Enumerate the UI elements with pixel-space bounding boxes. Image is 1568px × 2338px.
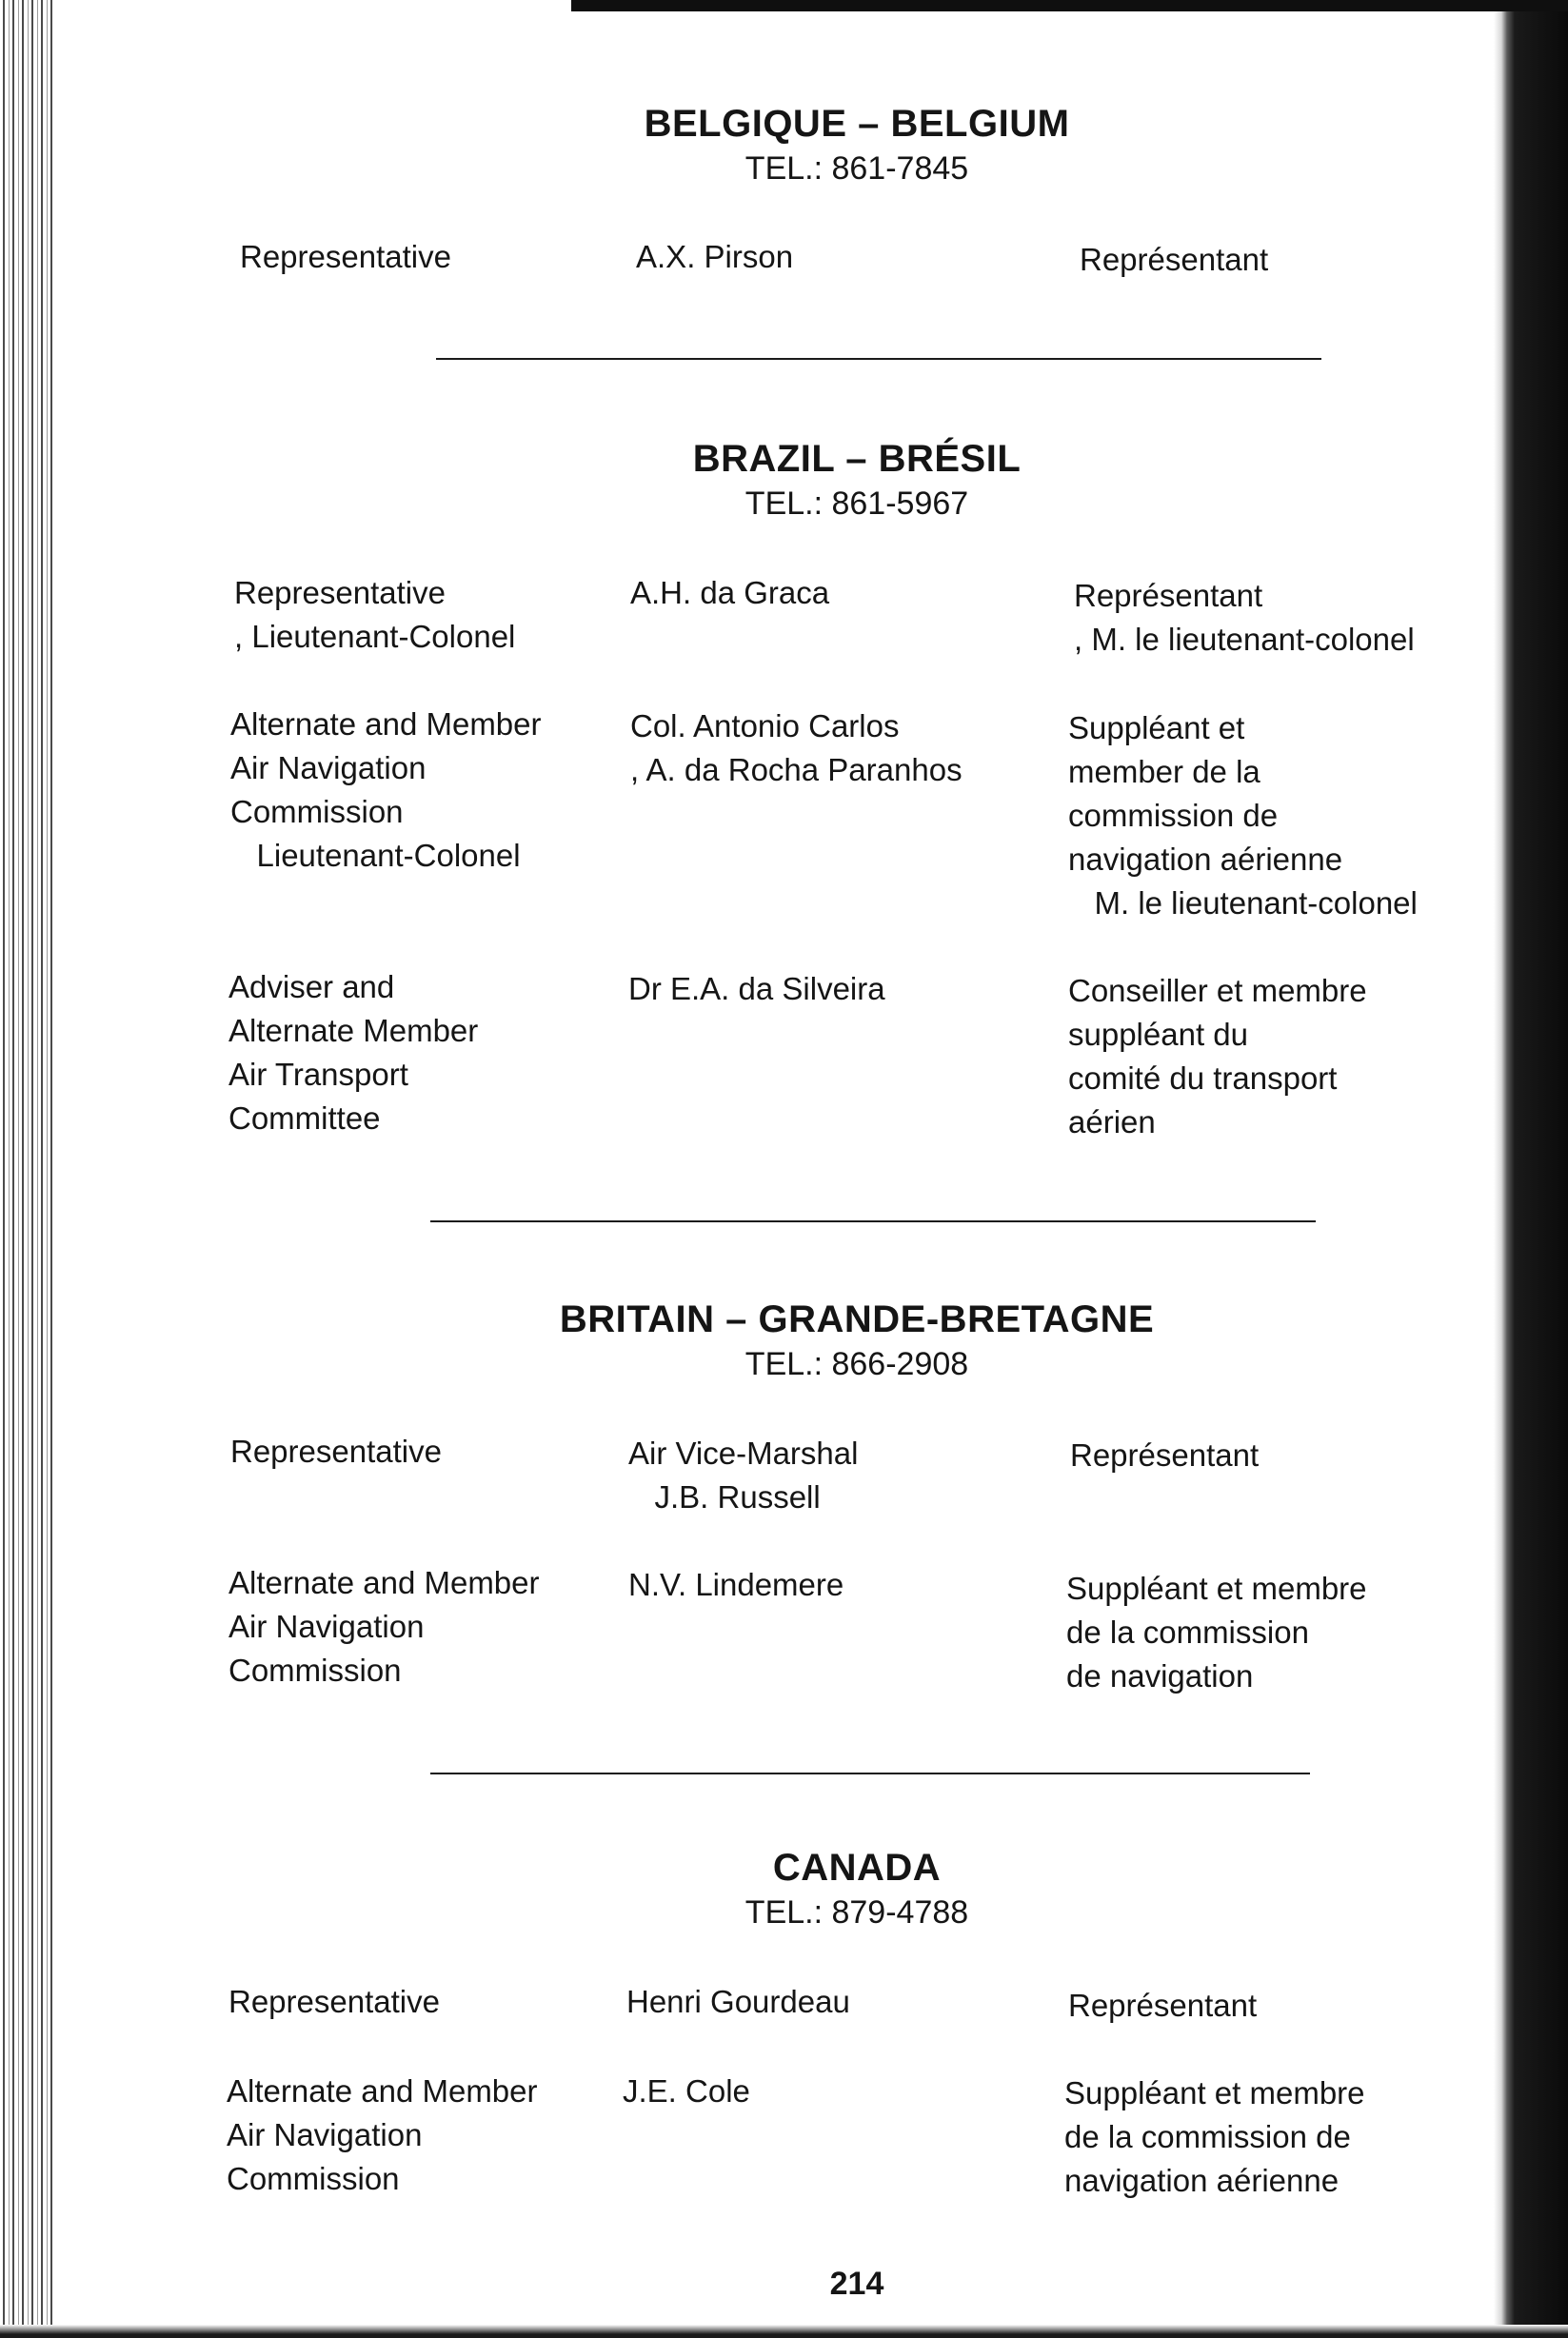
person-name: N.V. Lindemere (628, 1567, 844, 1602)
scan-edge-left (0, 0, 55, 2338)
country-heading: BRITAIN – GRANDE-BRETAGNE (559, 1298, 1155, 1340)
section-divider (430, 1773, 1310, 1774)
role-english: Representative (228, 1984, 440, 2019)
role-french: Représentant (1080, 242, 1269, 277)
telephone: TEL.: 861-5967 (744, 485, 969, 522)
role-english: Representative (240, 239, 451, 274)
section-divider (436, 358, 1321, 360)
role-french: Représentant (1070, 1437, 1260, 1473)
role-english: Representative , Lieutenant-Colonel (234, 575, 516, 654)
telephone: TEL.: 861-7845 (744, 150, 969, 187)
telephone: TEL.: 866-2908 (744, 1346, 969, 1382)
role-french: Suppléant et membre de la commission de navigation (1066, 1571, 1367, 1694)
role-english: Representative (230, 1434, 442, 1469)
scan-edge-right (1494, 0, 1568, 2338)
country-heading: BELGIQUE – BELGIUM (644, 103, 1070, 145)
country-heading: BRAZIL – BRÉSIL (692, 438, 1022, 480)
person-name: A.X. Pirson (636, 239, 794, 274)
scan-edge-top (571, 0, 1568, 11)
role-english: Alternate and Member Air Navigation Commission (228, 1565, 540, 1688)
telephone: TEL.: 879-4788 (744, 1894, 969, 1931)
role-french: Représentant (1068, 1988, 1258, 2023)
role-french: Conseiller et membre suppléant du comité du transport aérien (1068, 973, 1367, 1139)
role-english: Alternate and Member Air Navigation Commission (227, 2073, 538, 2196)
person-name: J.E. Cole (623, 2073, 750, 2109)
person-name: Dr E.A. da Silveira (628, 971, 885, 1006)
person-name: Henri Gourdeau (626, 1984, 850, 2019)
person-name: Air Vice-Marshal J.B. Russell (628, 1436, 859, 1515)
role-french: Suppléant et membre de la commission de navigation aérienne (1064, 2075, 1365, 2198)
role-english: Alternate and Member Air Navigation Commission Lieutenant-Colonel (230, 706, 542, 873)
section-divider (430, 1220, 1316, 1222)
role-french: Suppléant et member de la commission de navigation aérienne M. le lieutenant-colonel (1068, 710, 1418, 921)
scan-edge-bottom (0, 2325, 1568, 2338)
person-name: Col. Antonio Carlos , A. da Rocha Paranhos (630, 708, 963, 787)
page-number: 214 (829, 2266, 884, 2302)
person-name: A.H. da Graca (630, 575, 830, 610)
role-english: Adviser and Alternate Member Air Transport Committee (228, 969, 479, 1136)
role-french: Représentant , M. le lieutenant-colonel (1074, 578, 1415, 657)
country-heading: CANADA (772, 1847, 942, 1889)
